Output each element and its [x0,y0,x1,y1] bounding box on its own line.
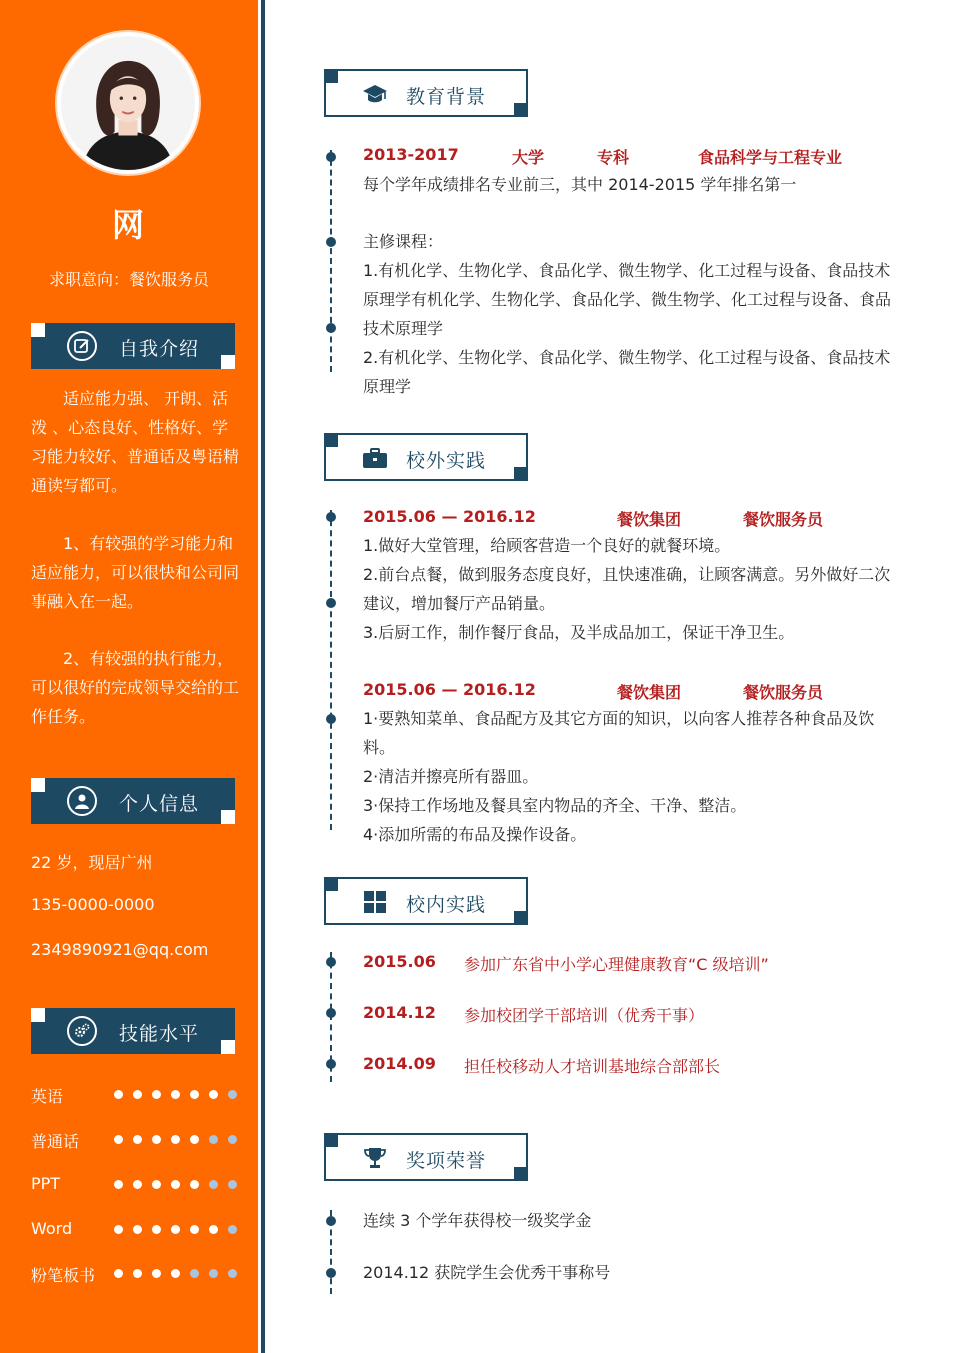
job-period: 2015.06 — 2016.12 [363,507,536,526]
internal-activity: 参加校团学干部培训（优秀干事） [464,1006,705,1025]
education-period: 2013-2017 [363,145,459,164]
about-title: 自我介绍 [119,338,200,360]
skill-dot-filled [209,1225,218,1234]
internal-activity: 参加广东省中小学心理健康教育“C 级培训” [464,955,769,974]
education-timeline-line [330,150,332,372]
skill-dot-filled [171,1090,180,1099]
internal-practice-section-header [324,877,528,925]
internal-practice-title: 校内实践 [406,894,487,916]
candidate-name: 网 [111,206,146,244]
timeline-dot [326,512,336,522]
info-section-header [31,778,235,824]
timeline-dot [326,957,336,967]
skill-dot-empty [228,1180,237,1189]
about-paragraph: 1、有较强的学习能力和适应能力，可以很快和公司同事融入在一起。 [31,534,240,611]
job-duty: 1.做好大堂管理，给顾客营造一个良好的就餐环境。 [363,536,731,555]
skill-dot-filled [190,1135,199,1144]
skill-row [31,1261,243,1285]
timeline-dot [326,1216,336,1226]
internal-date: 2014.09 [363,1054,436,1073]
grid-icon [362,890,388,914]
timeline-dot [326,237,336,247]
job-duty: 3.后厨工作，制作餐厅食品，及半成品加工，保证干净卫生。 [363,623,795,642]
education-title: 教育背景 [406,86,487,108]
skill-dot-empty [228,1269,237,1278]
external-practice-title: 校外实践 [406,450,487,472]
gears-icon [67,1016,97,1046]
about-section-header [31,323,235,369]
job-duty: 2·清洁并擦亮所有器皿。 [363,767,539,786]
internal-activity: 担任校移动人才培训基地综合部部长 [464,1057,721,1076]
skill-dot-empty [228,1090,237,1099]
portrait-image [61,36,195,170]
skill-dot-empty [209,1135,218,1144]
skill-dot-filled [114,1180,123,1189]
courses-label: 主修课程： [363,232,444,251]
edit-icon [67,331,97,361]
timeline-dot [326,323,336,333]
skill-dot-empty [228,1225,237,1234]
courses-list: 1.有机化学、生物化学、食品化学、微生物学、化工过程与设备、食品技术原理学有机化学、生物化学、食品化学、微生物学、化工过程与设备、食品技术原理学 [363,261,892,338]
skill-dot-filled [171,1135,180,1144]
skill-label: PPT [31,1174,61,1193]
education-rank: 每个学年成绩排名专业前三，其中 2014-2015 学年排名第一 [363,175,797,194]
job-role: 餐饮服务员 [743,683,824,702]
about-paragraph: 适应能力强、 开朗、活泼 、心态良好、性格好、学习能力较好、普通话及粤语精通读写都可。 [31,389,240,495]
skill-dot-empty [190,1269,199,1278]
sidebar [0,0,258,1353]
skill-dot-filled [171,1269,180,1278]
phone-number: 135-0000-0000 [31,895,155,914]
award-item: 连续 3 个学年获得校一级奖学金 [363,1211,592,1230]
skill-dot-filled [133,1269,142,1278]
skill-row [31,1127,243,1151]
skill-dot-filled [190,1180,199,1189]
internal-date: 2015.06 [363,952,436,971]
skill-dot-filled [152,1225,161,1234]
skill-dot-empty [209,1269,218,1278]
skill-dot-filled [190,1225,199,1234]
job-duty: 1·要熟知菜单、食品配方及其它方面的知识，以向客人推荐各种食品及饮料。 [363,709,875,757]
skill-row [31,1082,243,1106]
job-role: 餐饮服务员 [743,510,824,529]
skill-dot-filled [152,1135,161,1144]
skill-dot-empty [228,1135,237,1144]
timeline-dot [326,598,336,608]
user-icon [67,786,97,816]
skill-label: 英语 [31,1087,64,1106]
skill-dot-filled [133,1135,142,1144]
timeline-dot [326,1059,336,1069]
skill-dot-filled [114,1135,123,1144]
skill-row [31,1217,243,1241]
age-location: 22 岁，现居广州 [31,853,153,872]
trophy-icon [362,1146,388,1170]
skill-dot-filled [190,1090,199,1099]
awards-section-header [324,1133,528,1181]
job-company: 餐饮集团 [617,510,682,529]
graduation-cap-icon [362,82,388,106]
skill-dot-filled [133,1180,142,1189]
skill-dot-filled [133,1090,142,1099]
timeline-dot [326,714,336,724]
job-intent: 求职意向：餐饮服务员 [48,270,209,289]
timeline-dot [326,1268,336,1278]
job-company: 餐饮集团 [617,683,682,702]
skill-dot-filled [171,1180,180,1189]
timeline-dot [326,1008,336,1018]
info-title: 个人信息 [119,793,200,815]
education-major: 食品科学与工程专业 [698,148,843,167]
avatar [57,32,199,174]
job-duty: 3·保持工作场地及餐具室内物品的齐全、干净、整洁。 [363,796,747,815]
skill-dot-filled [171,1225,180,1234]
skill-row [31,1172,243,1196]
skills-title: 技能水平 [119,1023,200,1045]
job-duty: 2.前台点餐，做到服务态度良好，且快速准确，让顾客满意。另外做好二次建议，增加餐厅产品销量。 [363,565,891,613]
job-duty: 4·添加所需的布品及操作设备。 [363,825,587,844]
skill-dot-filled [209,1090,218,1099]
skills-section-header [31,1008,235,1054]
external-timeline-line [330,510,332,830]
award-item: 2014.12 获院学生会优秀干事称号 [363,1263,611,1282]
internal-date: 2014.12 [363,1003,436,1022]
skill-dot-filled [114,1090,123,1099]
about-paragraph: 2、有较强的执行能力，可以很好的完成领导交给的工作任务。 [31,649,240,726]
skill-dot-filled [152,1090,161,1099]
awards-title: 奖项荣誉 [406,1150,487,1172]
education-section-header [324,69,528,117]
skill-dot-filled [133,1225,142,1234]
briefcase-icon [362,446,388,470]
sidebar-divider [261,0,265,1353]
skill-dot-filled [114,1269,123,1278]
skill-label: 普通话 [31,1132,80,1151]
education-school: 大学 [512,148,545,167]
courses-list: 2.有机化学、生物化学、食品化学、微生物学、化工过程与设备、食品技术原理学 [363,348,891,396]
email-address: 2349890921@qq.com [31,940,209,959]
education-degree: 专科 [597,148,630,167]
skill-label: 粉笔板书 [31,1266,96,1285]
skill-label: Word [31,1219,73,1238]
skill-dot-empty [209,1180,218,1189]
skill-dot-filled [152,1180,161,1189]
timeline-dot [326,152,336,162]
external-practice-section-header [324,433,528,481]
job-period: 2015.06 — 2016.12 [363,680,536,699]
skill-dot-filled [114,1225,123,1234]
skill-dot-filled [152,1269,161,1278]
